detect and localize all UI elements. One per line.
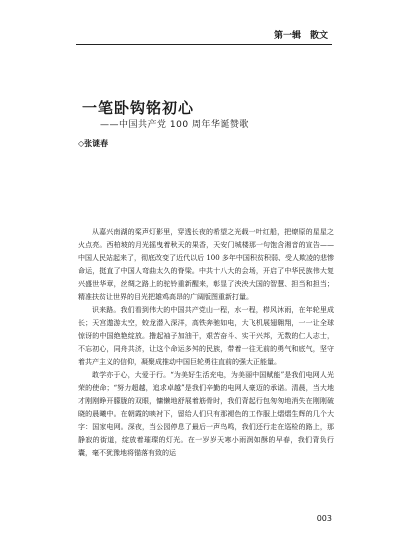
article-title: 一笔卧钩铭初心 (82, 99, 195, 117)
running-header: 第一辑 散文 (273, 31, 328, 41)
header-divider (76, 44, 332, 45)
article-subtitle: ——中国共产党 100 周年华诞赞歌 (100, 120, 249, 130)
page-number: 003 (316, 514, 332, 523)
article-body (78, 226, 334, 460)
author-byline: ◇张谜春 (78, 139, 109, 148)
paragraph: 从嘉兴南湖的桨声灯影里，穿透长夜的希望之光载一叶红船，把燎原的星星之火点亮。西柏坡的月光摇曳着秋天的果香，天安门城楼那一句饱含湘音的宣告——中国人民站起来了，彻底改变了近代以后 100 多年中国积贫积弱、受人欺凌的悲惨命运，挺直了中国人弯曲太久的脊梁。中共十八大的会场，开启了中华民族伟大复兴盛世华章，丝绸之路上的驼铃重新醒来，彰显了泱泱大国的智慧、担当和担当；精准扶贫让世界的目光把雄鸡高昂的广阔版图重新打量。 (78, 228, 334, 301)
paragraph: 敢学亦于心，大爱于行。“为美好生活充电，为美丽中国赋能”是我们电网人光荣的使命；“努力超越，追求卓越”是我们辛勤的电网人豪迈的承诺。清晨，当大地才刚刚睁开朦胧的双眼，慵懒地舒展着筋骨时，我们背起行包匆匆地消失在刚刚破晓的晨曦中。在朝霞的映衬下，留给人们只有那褪色的工作服上熠熠生辉的几个大字：国家电网。深夜，当公园停息了最后一声鸟鸣，我们还行走在巡检的路上，那静寂的街道，绽放着璀璨的灯光。在一岁岁天寒小雨润如酥的早春，我们背负行囊，毫不犹豫地将锚落有致的运 (78, 371, 334, 457)
paragraph: 识来路。我们看到伟大的中国共产党山一程，水一程，栉风沐雨，在年轮里成长；天宫遨游太空，蛟龙潜入深洋，高铁奔驰如电，大飞机展翅翱翔，一一让全球惊讶的中国绝艳绽放。撸起袖子加油干，艰苦奋斗、实干兴邦，无数的仁人志士，不忘初心，同舟共济，让这个命运多舛的民族，带着一往无前的勇气和底气，坚守着共产主义的信仰，凝聚成推动中国巨轮勇往直前的强大正能量。 (78, 306, 334, 366)
